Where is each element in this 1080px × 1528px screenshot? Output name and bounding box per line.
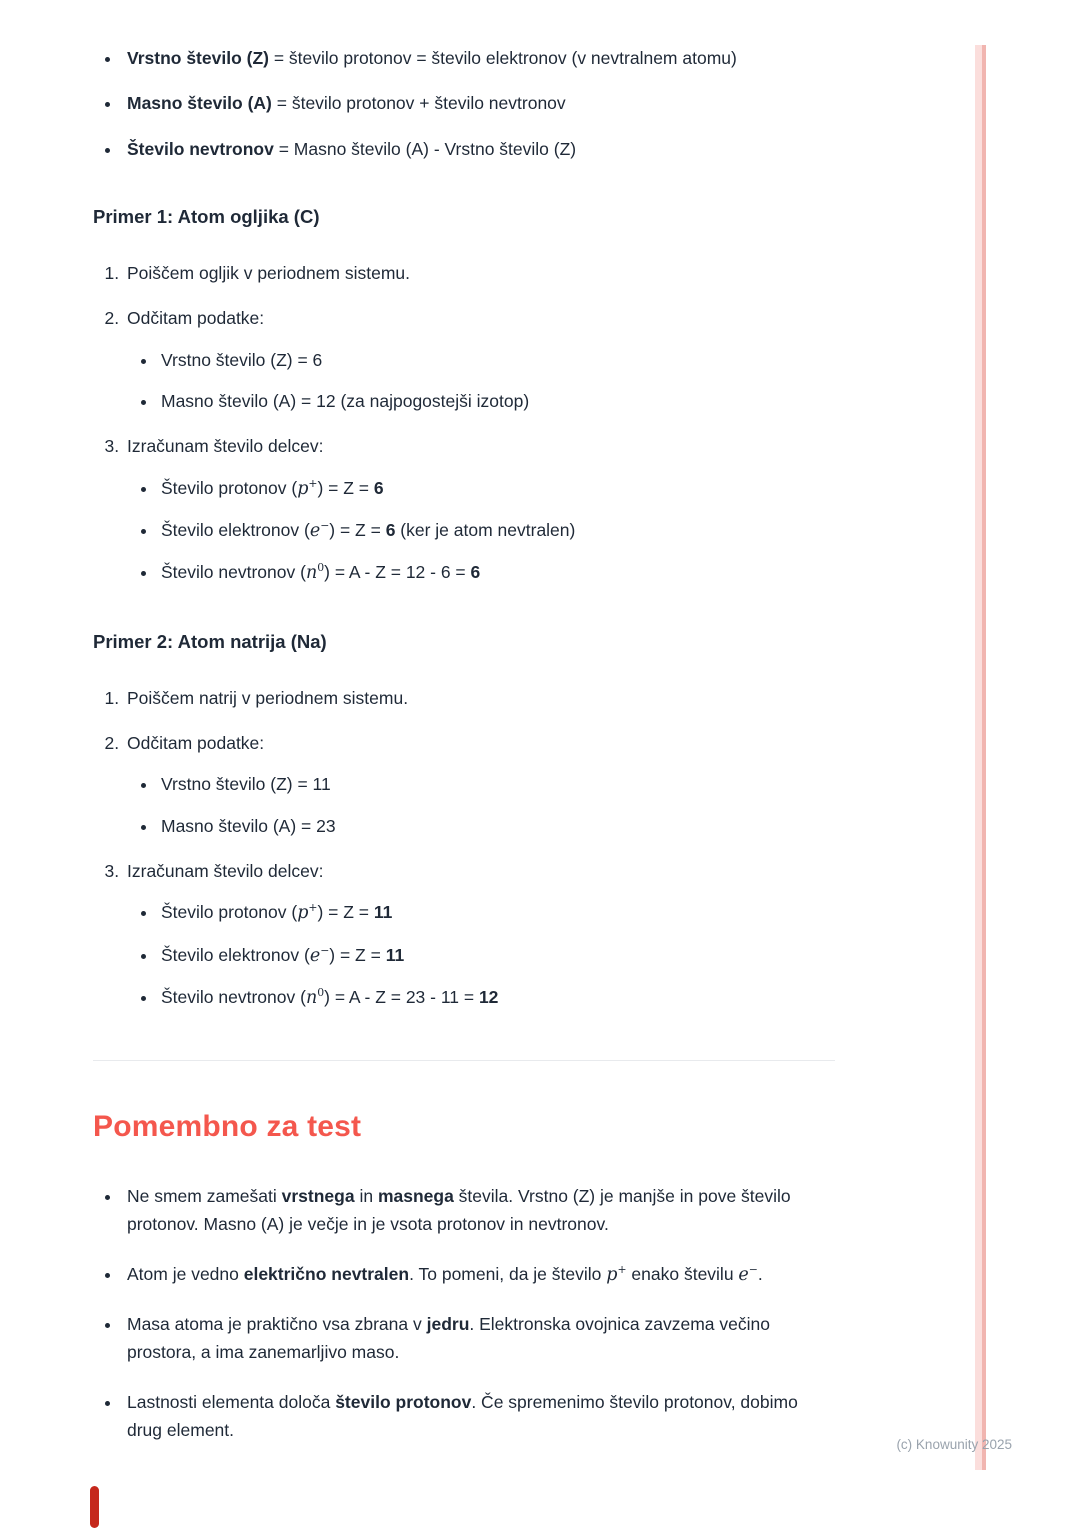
right-edge-stripe [975, 45, 986, 1470]
bold-text: 11 [373, 902, 393, 923]
bold-text: jedru [426, 1314, 470, 1335]
copyright-footer: (c) Knowunity 2025 [896, 1437, 1012, 1452]
example-2-title: Primer 2: Atom natrija (Na) [93, 630, 327, 652]
note-item: • Masa atoma je praktično vsa zbrana v jedru. Elektronska ovojnica zavzema večino prostora, a ima zanemarljivo maso. [122, 1310, 835, 1367]
bold-text: Masno število (A) [127, 93, 272, 114]
sub-item: • Masno število (A) = 12 (za najpogostejši izotop) [158, 387, 835, 415]
step-item: 2. Odčitam podatke: • Vrstno število (Z) = 11 • Masno število (A) = 23 [124, 729, 835, 840]
math-symbol: e− [309, 943, 330, 966]
math-symbol: p+ [297, 476, 318, 499]
document-content [93, 44, 835, 1465]
sub-item: • Število nevtronov $(n^0) = A - Z = 12 - 6 = 6$ [158, 558, 835, 587]
bold-text: Število nevtronov [127, 138, 274, 159]
bold-text: 11 [385, 944, 405, 965]
definition-item: • Masno število (A) = število protonov + število nevtronov [122, 89, 835, 117]
step-item: 3. Izračunam število delcev: • Število protonov (p+) = Z = 11 • Število elektronov (e−) = Z = 11 • Število nevtronov $(n^0) = A - Z = 23 - 11 = 12$ [124, 857, 835, 1012]
bottom-red-bar [90, 1486, 99, 1528]
definition-item: • Število nevtronov = Masno število (A) - Vrstno število (Z) [122, 135, 835, 163]
math-symbol: $n^0$ [305, 561, 325, 584]
sub-list [127, 770, 835, 840]
sub-item: • Število elektronov (e−) = Z = 6 (ker je atom nevtralen) [158, 516, 835, 545]
sub-item: • Masno število (A) = 23 [158, 812, 835, 840]
sub-list [127, 346, 835, 416]
math-symbol: p+ [297, 901, 318, 924]
step-item: 3. Izračunam število delcev: • Število protonov (p+) = Z = 6 • Število elektronov (e−) = Z = 6 (ker je atom nevtralen) • Število nevtronov $(n^0) = A - Z = 12 - 6 = 6$ [124, 432, 835, 587]
bold-text: Vrstno število (Z) [127, 48, 269, 68]
bold-text: 6 [385, 520, 396, 541]
note-item: • Ne smem zamešati vrstnega in masnega števila. Vrstno (Z) je manjše in pove število protonov. Masno (A) je večje in je vsota protonov in nevtronov. [122, 1182, 835, 1239]
bold-text: 12 [478, 987, 499, 1008]
sub-item: • Vrstno število (Z) = 6 [158, 346, 835, 374]
sub-item: • Število protonov (p+) = Z = 6 [158, 474, 835, 503]
bold-text: število protonov [335, 1391, 472, 1412]
section-title: Pomembno za test [93, 1110, 362, 1144]
sub-list [127, 898, 835, 1012]
definition-item: • Vrstno število (Z) = število protonov = število elektronov (v nevtralnem atomu) [122, 44, 835, 72]
sub-list [127, 474, 835, 588]
bold-text: masnega [377, 1186, 454, 1207]
step-item: 1. Poiščem natrij v periodnem sistemu. [124, 684, 835, 712]
math-symbol: p+ [606, 1262, 627, 1285]
math-symbol: e− [738, 1262, 758, 1285]
step-item: 2. Odčitam podatke: • Vrstno število (Z) = 6 • Masno število (A) = 12 (za najpogostejši izotop) [124, 304, 835, 415]
important-notes-list [93, 1182, 835, 1444]
step-item: 1. Poiščem ogljik v periodnem sistemu. [124, 259, 835, 287]
example-2-steps [93, 684, 835, 1013]
example-1-steps [93, 259, 835, 588]
note-item: • Lastnosti elementa določa število protonov. Če spremenimo število protonov, dobimo drug element. [122, 1388, 835, 1445]
bold-text: 6 [373, 477, 384, 498]
bold-text: električno nevtralen [243, 1263, 410, 1284]
definitions-list [93, 44, 835, 163]
sub-item: • Število nevtronov $(n^0) = A - Z = 23 - 11 = 12$ [158, 983, 835, 1012]
sub-item: • Število elektronov (e−) = Z = 11 [158, 941, 835, 970]
sub-item: • Število protonov (p+) = Z = 11 [158, 898, 835, 927]
bold-text: 6 [470, 562, 481, 583]
note-item: • Atom je vedno električno nevtralen. To pomeni, da je število p+ enako številu e−. [122, 1260, 835, 1289]
sub-item: • Vrstno število (Z) = 11 [158, 770, 835, 798]
bold-text: vrstnega [281, 1186, 355, 1207]
math-symbol: e− [309, 519, 330, 542]
math-symbol: $n^0$ [305, 986, 325, 1009]
section-divider [93, 1060, 835, 1061]
example-1-title: Primer 1: Atom ogljika (C) [93, 206, 320, 228]
